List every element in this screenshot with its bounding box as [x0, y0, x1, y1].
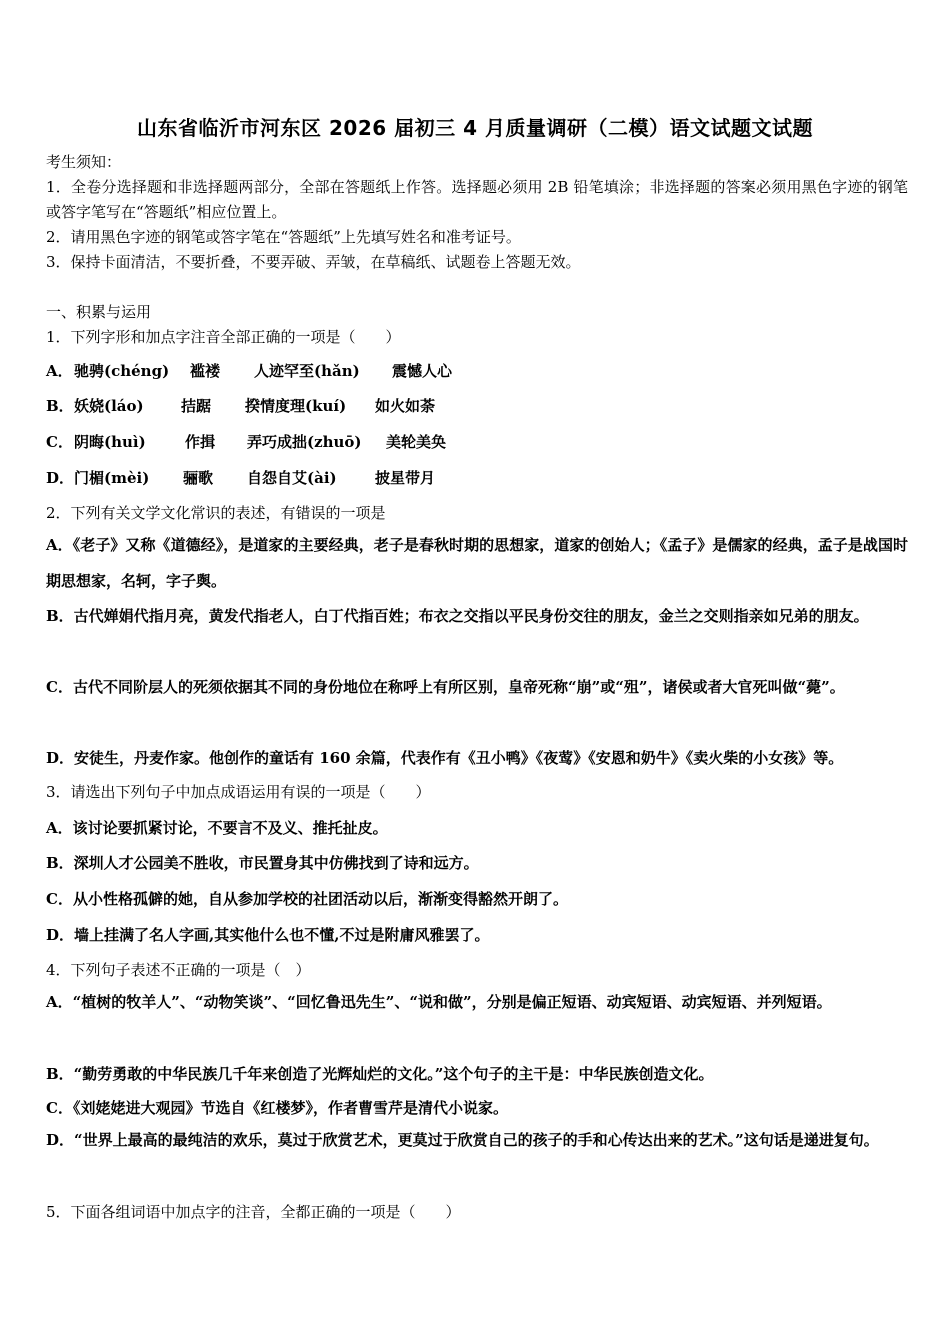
option-label: A． [46, 362, 73, 380]
question-3-option-a: A．该讨论要抓紧讨论，不要言不及义、推托扯皮。 [46, 819, 388, 837]
notice-block [46, 150, 908, 275]
question-3-option-d: D．墙上挂满了名人字画,其实他什么也不懂,不过是附庸风雅罢了。 [46, 926, 490, 944]
question-3-stem: 3．请选出下列句子中加点成语运用有误的一项是（ ） [46, 783, 431, 801]
question-2-option-a: A．《老子》又称《道德经》，是道家的主要经典，老子是春秋时期的思想家，道家的创始人；《孟子》是儒家的经典，孟子是战国时期思想家，名轲，字子舆。 [46, 536, 908, 590]
option-word: 褴褛 [190, 362, 221, 380]
option-label: C． [46, 433, 73, 451]
option-word: 人迹罕至(hǎn) [254, 362, 360, 380]
option-word: 美轮美奂 [386, 433, 447, 451]
option-word: 驰骋(chéng) [74, 362, 170, 380]
question-2-option-b: B．古代婵娟代指月亮，黄发代指老人，白丁代指百姓；布衣之交指以平民身份交往的朋友，金兰之交则指亲如兄弟的朋友。 [46, 607, 869, 625]
notice-item-3: 3．保持卡面清洁，不要折叠，不要弄破、弄皱，在草稿纸、试题卷上答题无效。 [46, 253, 581, 271]
section-heading: 一、积累与运用 [46, 303, 152, 321]
option-word: 披星带月 [375, 469, 436, 487]
question-3-option-b: B．深圳人才公园美不胜收，市民置身其中仿佛找到了诗和远方。 [46, 854, 479, 872]
question-4-option-c: C．《刘姥姥进大观园》节选自《红楼梦》，作者曹雪芹是清代小说家。 [46, 1099, 508, 1117]
question-1-stem: 1．下列字形和加点字注音全部正确的一项是（ ） [46, 328, 401, 346]
question-4-option-b: B．“勤劳勇敢的中华民族几千年来创造了光辉灿烂的文化。”这个句子的主干是：中华民族创造文化。 [46, 1065, 714, 1083]
option-word: 阴晦(huì) [74, 433, 146, 451]
option-word: 门楣(mèi) [74, 469, 150, 487]
option-word: 弄巧成拙(zhuō) [247, 433, 362, 451]
option-word: 拮踞 [181, 397, 212, 415]
question-4-option-a: A．“植树的牧羊人”、“动物笑谈”、“回忆鲁迅先生”、“说和做”，分别是偏正短语、动宾短语、动宾短语、并列短语。 [46, 993, 832, 1011]
question-4-option-d: D．“世界上最高的最纯洁的欢乐，莫过于欣赏艺术，更莫过于欣赏自己的孩子的手和心传达出来的艺术。”这句话是递进复句。 [46, 1131, 879, 1149]
question-2-stem: 2．下列有关文学文化常识的表述，有错误的一项是 [46, 504, 386, 522]
question-3-option-c: C．从小性格孤僻的她，自从参加学校的社团活动以后，渐渐变得豁然开朗了。 [46, 890, 568, 908]
question-4-stem: 4．下列句子表述不正确的一项是（ ） [46, 961, 311, 979]
question-2-option-c: C．古代不同阶层人的死须依据其不同的身份地位在称呼上有所区别，皇帝死称“崩”或“殂”，诸侯或者大官死叫做“薨”。 [46, 678, 845, 696]
page-title: 山东省临沂市河东区 2026 届初三 4 月质量调研（二模）语文试题文试题 [137, 116, 813, 140]
option-word: 揆情度理(kuí) [245, 397, 347, 415]
option-word: 骊歌 [183, 469, 214, 487]
option-label: D． [46, 469, 75, 487]
option-word: 震憾人心 [392, 362, 453, 380]
option-word: 作揖 [185, 433, 216, 451]
option-label: B． [46, 397, 74, 415]
option-word: 如火如荼 [375, 397, 436, 415]
notice-heading: 考生须知： [46, 153, 122, 171]
question-2-option-d: D．安徒生，丹麦作家。他创作的童话有 160 余篇，代表作有《丑小鸭》《夜莺》《安恩和奶牛》《卖火柴的小女孩》等。 [46, 749, 844, 767]
notice-item-2: 2．请用黑色字迹的钢笔或答字笔在“答题纸”上先填写姓名和准考证号。 [46, 228, 521, 246]
question-5-stem: 5．下面各组词语中加点字的注音，全都正确的一项是（ ） [46, 1203, 461, 1221]
notice-item-1: 1．全卷分选择题和非选择题两部分，全部在答题纸上作答。选择题必须用 2B 铅笔填涂；非选择题的答案必须用黑色字迹的钢笔或答字笔写在“答题纸”相应位置上。 [46, 178, 908, 221]
option-word: 自怨自艾(ài) [247, 469, 337, 487]
option-word: 妖娆(láo) [74, 397, 144, 415]
